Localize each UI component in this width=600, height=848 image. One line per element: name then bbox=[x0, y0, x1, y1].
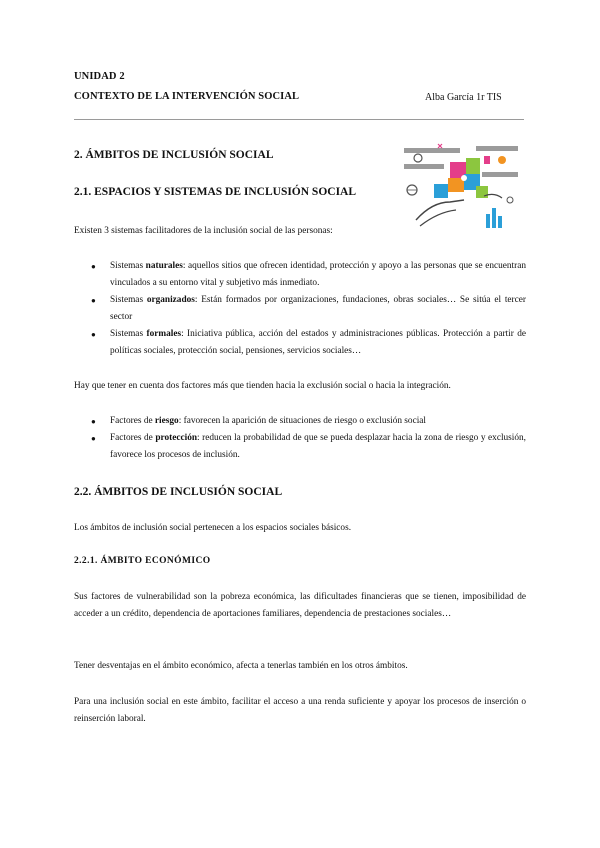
header-divider bbox=[74, 119, 524, 120]
factors-intro: Hay que tener en cuenta dos factores más que tienden hacia la exclusión social o hacia la integración. bbox=[74, 381, 451, 391]
list-item: ● Sistemas naturales: aquellos sitios que ofrecen identidad, protección y apoyo a las personas que se encuentran vinculados a su entorno vital y subjetivo más inmediato. bbox=[110, 258, 526, 292]
author-label: Alba García 1r TIS bbox=[425, 92, 502, 103]
section-heading-2: 2. ÁMBITOS DE INCLUSIÓN SOCIAL bbox=[74, 149, 274, 161]
puzzle-inclusion-illustration bbox=[398, 138, 522, 234]
systems-intro: Existen 3 sistemas facilitadores de la inclusión social de las personas: bbox=[74, 226, 333, 236]
unit-label: UNIDAD 2 bbox=[74, 71, 125, 82]
factors-list bbox=[91, 413, 527, 464]
section-heading-2-2-1: 2.2.1. ÁMBITO ECONÓMICO bbox=[74, 556, 211, 566]
bullet-icon: ● bbox=[91, 262, 96, 271]
disadvantage-paragraph: Tener desventajas en el ámbito económico, afecta a tenerlas también en los otros ámbitos. bbox=[74, 661, 408, 671]
list-item: ● Factores de riesgo: favorecen la aparición de situaciones de riesgo o exclusión social bbox=[110, 413, 526, 430]
ambits-intro: Los ámbitos de inclusión social pertenecen a los espacios sociales básicos. bbox=[74, 523, 352, 533]
bullet-icon: ● bbox=[91, 296, 96, 305]
bullet-icon: ● bbox=[91, 330, 96, 339]
bullet-icon: ● bbox=[91, 417, 96, 426]
inclusion-paragraph: Para una inclusión social en este ámbito, facilitar el acceso a una renda suficiente y apoyar los procesos de inserción o reinserción laboral. bbox=[74, 697, 526, 724]
vulnerability-paragraph: Sus factores de vulnerabilidad son la pobreza económica, las dificultades financieras que se tienen, imposibilidad de acceder a un crédito, dependencia de aportaciones familiares, dependencia de prestaciones sociales… bbox=[74, 592, 526, 619]
list-item: ● Sistemas formales: Iniciativa pública, acción del estados y administraciones públicas. Protección a partir de políticas sociales, protección social, pensiones, servicios sociales… bbox=[110, 326, 526, 360]
bullet-icon: ● bbox=[91, 434, 96, 443]
section-heading-2-2: 2.2. ÁMBITOS DE INCLUSIÓN SOCIAL bbox=[74, 486, 283, 498]
document-title: CONTEXTO DE LA INTERVENCIÓN SOCIAL bbox=[74, 91, 300, 102]
systems-list bbox=[91, 258, 527, 360]
list-item: ● Factores de protección: reducen la probabilidad de que se pueda desplazar hacia la zona de riesgo y exclusión, favorece los procesos de inclusión. bbox=[110, 430, 526, 464]
list-item: ● Sistemas organizados: Están formados por organizaciones, fundaciones, obras sociales… Se sitúa el tercer sector bbox=[110, 292, 526, 326]
section-heading-2-1: 2.1. ESPACIOS Y SISTEMAS DE INCLUSIÓN SOCIAL bbox=[74, 186, 357, 198]
